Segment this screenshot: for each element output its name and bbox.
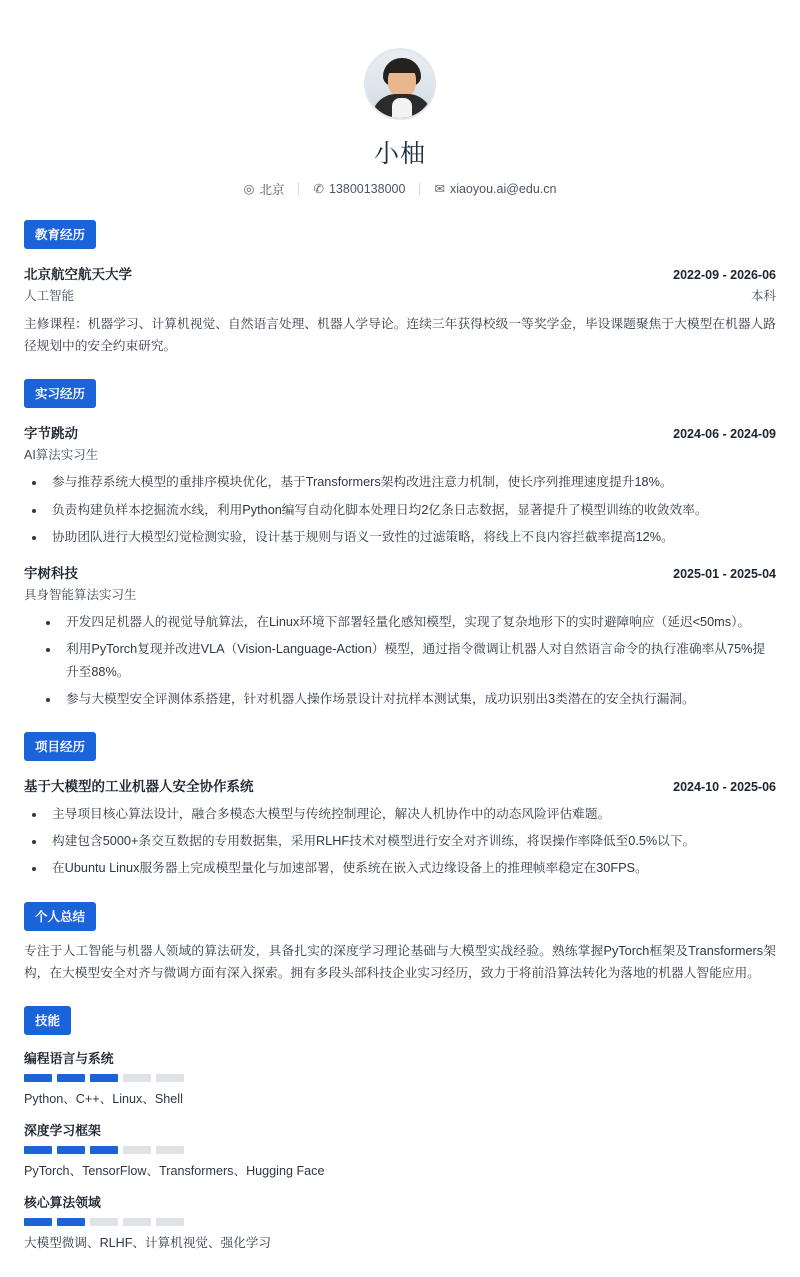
internship-company: 宇树科技 (24, 566, 78, 582)
skill-bar-filled (57, 1074, 85, 1082)
list-item: • 利用PyTorch复现并改进VLA（Vision-Language-Action）模型，通过指令微调让机器人对自然语言命令的执行准确率从75%提升至88%。 (60, 638, 776, 682)
profile-photo (364, 48, 436, 120)
project-bullet-list (24, 803, 776, 880)
list-item: • 参与推荐系统大模型的重排序模块优化，基于Transformers架构改进注意力机制，使长序列推理速度提升18%。 (46, 471, 776, 493)
phone-icon: ✆ (313, 181, 324, 196)
skill-bar-filled (90, 1146, 118, 1154)
photo-fringe (386, 62, 418, 73)
education-date: 2022-09 - 2026-06 (673, 268, 776, 282)
skill-bar-empty (123, 1146, 151, 1154)
section-internship (24, 379, 776, 710)
skill-group-items: PyTorch、TensorFlow、Transformers、Hugging Face (24, 1164, 325, 1179)
skill-bar-filled (24, 1218, 52, 1226)
section-tag-education: 教育经历 (24, 220, 96, 249)
section-education (24, 220, 776, 357)
internship-entry-header (24, 422, 776, 442)
section-tag-skills: 技能 (24, 1006, 71, 1035)
section-tag-internship: 实习经历 (24, 379, 96, 408)
internship-entry-sub (24, 585, 776, 603)
skill-group-title: 核心算法领域 (24, 1195, 101, 1211)
skill-bar-filled (90, 1074, 118, 1082)
section-skills (24, 1006, 776, 1251)
skill-bar-empty (156, 1218, 184, 1226)
contact-phone (299, 182, 419, 196)
skill-bar-empty (156, 1146, 184, 1154)
skill-level-meter (24, 1146, 776, 1154)
list-item: • 开发四足机器人的视觉导航算法，在Linux环境下部署轻量化感知模型，实现了复杂地形下的实时避障响应（延迟<50ms）。 (60, 611, 776, 633)
list-item: • 参与大模型安全评测体系搭建，针对机器人操作场景设计对抗样本测试集，成功识别出3类潜在的安全执行漏洞。 (60, 688, 776, 710)
list-item: • 主导项目核心算法设计，融合多模态大模型与传统控制理论，解决人机协作中的动态风险评估难题。 (46, 803, 776, 825)
internship-role: 具身智能算法实习生 (24, 588, 137, 603)
internship-date: 2024-06 - 2024-09 (673, 427, 776, 442)
page-bottom-spacer (24, 1251, 776, 1277)
skill-group (24, 1048, 776, 1107)
education-school: 北京航空航天大学 (24, 267, 132, 282)
education-degree: 本科 (750, 289, 776, 303)
contact-email-text: xiaoyou.ai@edu.cn (449, 182, 557, 196)
resume-header (24, 0, 776, 198)
internship-entry-sub (24, 445, 776, 463)
internship-company: 字节跳动 (24, 426, 78, 442)
list-item: • 协助团队进行大模型幻觉检测实验，设计基于规则与语义一致性的过滤策略，将线上不良内容拦截率提高12%。 (46, 526, 776, 548)
contact-location (230, 180, 299, 198)
section-projects (24, 732, 776, 880)
skill-bar-filled (24, 1146, 52, 1154)
project-entry-header (24, 775, 776, 795)
list-item: • 负责构建负样本挖掘流水线，利用Python编写自动化脚本处理日均2亿条日志数据，显著提升了模型训练的收敛效率。 (46, 499, 776, 521)
skill-group-items: 大模型微调、RLHF、计算机视觉、强化学习 (24, 1236, 271, 1251)
skill-bar-filled (24, 1074, 52, 1082)
education-entry-sub (24, 286, 776, 304)
section-tag-projects: 项目经历 (24, 732, 96, 761)
photo-shirt (392, 98, 412, 120)
contact-phone-text: 13800138000 (328, 182, 406, 196)
internship-bullet-list (24, 471, 776, 548)
skill-group-title: 编程语言与系统 (24, 1051, 114, 1067)
skill-level-meter (24, 1218, 776, 1226)
skill-bar-filled (57, 1218, 85, 1226)
project-date: 2024-10 - 2025-06 (673, 779, 776, 794)
contact-location-text: 北京 (259, 183, 285, 197)
contact-email (420, 182, 570, 196)
skill-bar-empty (123, 1218, 151, 1226)
section-summary (24, 902, 776, 984)
skill-level-meter (24, 1074, 776, 1082)
internship-entry-header (24, 562, 776, 582)
skill-group-title: 深度学习框架 (24, 1123, 101, 1139)
education-major: 人工智能 (24, 289, 75, 303)
skill-group (24, 1192, 776, 1251)
skill-bar-empty (90, 1218, 118, 1226)
summary-text: 专注于人工智能与机器人领域的算法研发，具备扎实的深度学习理论基础与大模型实战经验。熟练掌握PyTorch框架及Transformers架构，在大模型安全对齐与微调方面有深入探索。拥有多段头部科技企业实习经历，致力于将前沿算法转化为落地的机器人智能应用。 (24, 943, 776, 980)
internship-date: 2025-01 - 2025-04 (673, 567, 776, 582)
internship-role: AI算法实习生 (24, 448, 99, 463)
project-title: 基于大模型的工业机器人安全协作系统 (24, 778, 254, 794)
internship-bullet-list (24, 611, 776, 710)
skill-group-items: Python、C++、Linux、Shell (24, 1092, 183, 1107)
envelope-icon: ✉ (434, 181, 445, 196)
contact-list (24, 180, 776, 198)
page-title: 小柚 (373, 140, 426, 168)
skill-group (24, 1120, 776, 1179)
education-description: 主修课程：机器学习、计算机视觉、自然语言处理、机器人学导论。连续三年获得校级一等奖学金，毕设课题聚焦于大模型在机器人路径规划中的安全约束研究。 (24, 317, 776, 354)
skill-bar-filled (57, 1146, 85, 1154)
list-item: • 构建包含5000+条交互数据的专用数据集，采用RLHF技术对模型进行安全对齐训练，将误操作率降低至0.5%以下。 (46, 830, 776, 852)
skill-bar-empty (123, 1074, 151, 1082)
section-tag-summary: 个人总结 (24, 902, 96, 931)
location-pin-icon: ◎ (243, 181, 255, 196)
education-entry-header (24, 263, 776, 283)
list-item: • 在Ubuntu Linux服务器上完成模型量化与加速部署，使系统在嵌入式边缘设备上的推理帧率稳定在30FPS。 (46, 857, 776, 879)
skill-bar-empty (156, 1074, 184, 1082)
